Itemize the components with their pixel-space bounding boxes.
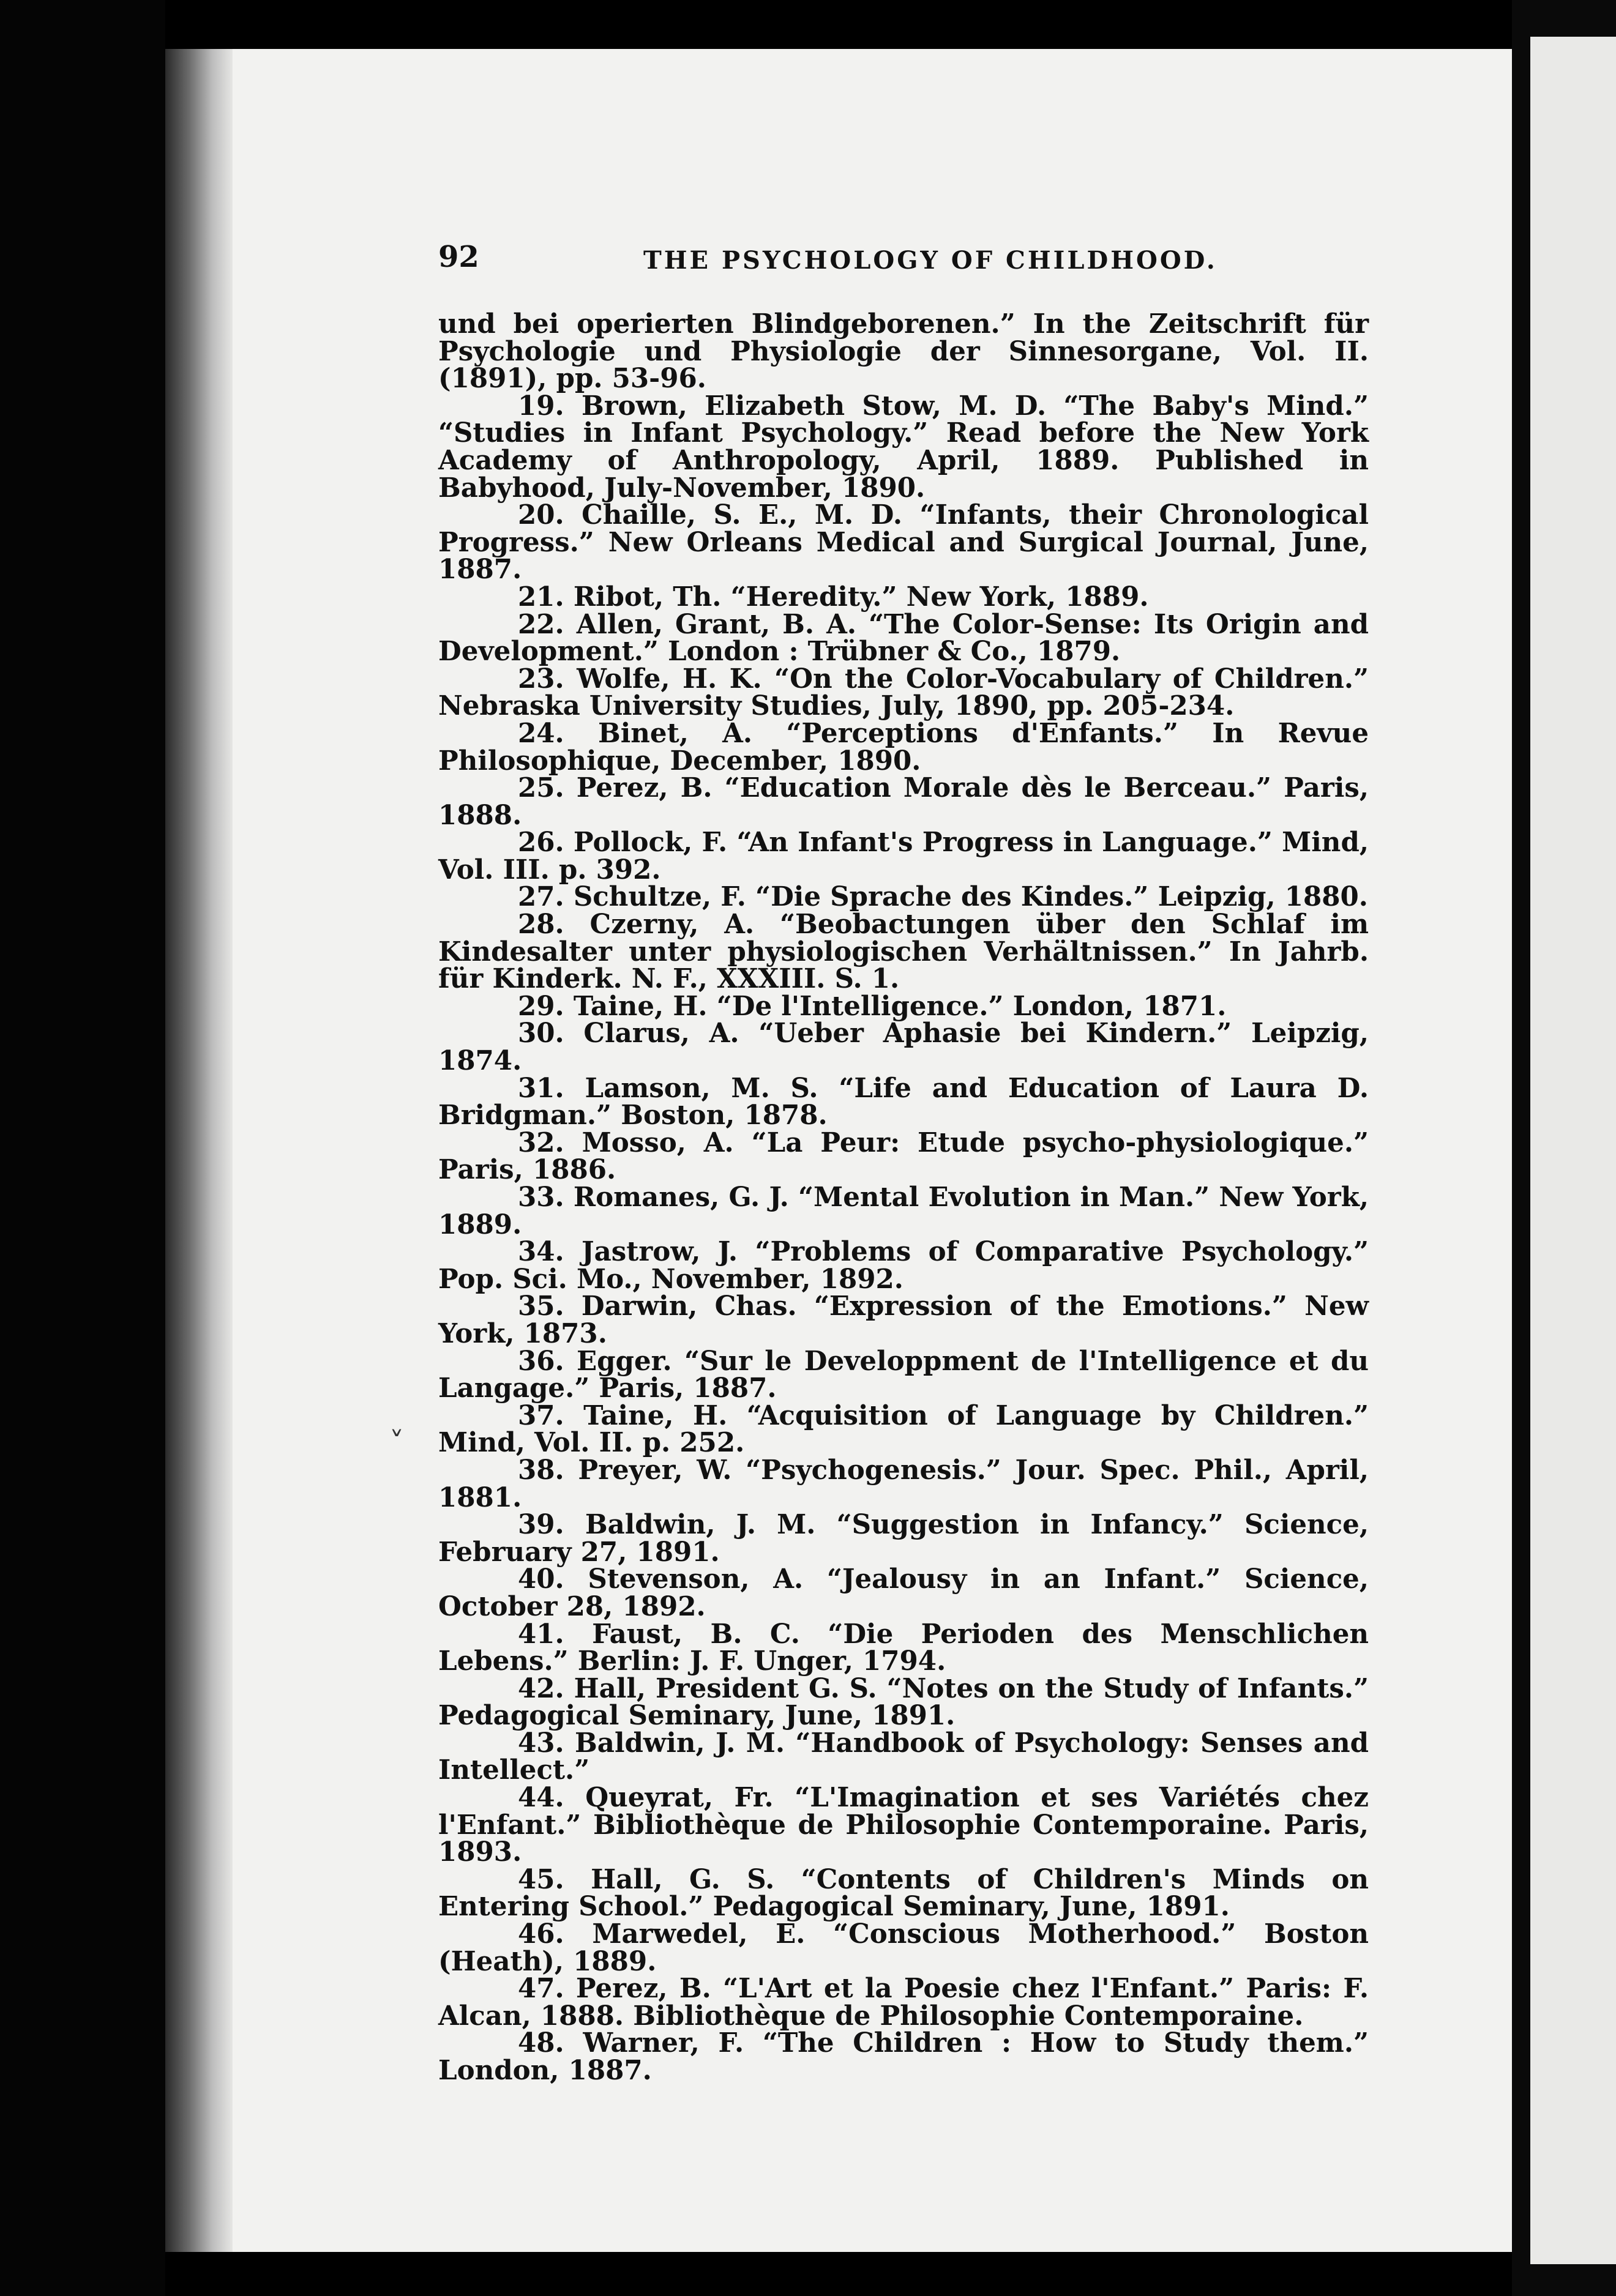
left-dark-margin [0,0,165,2296]
bibliography-entry: 23. Wolfe, H. K. “On the Color-Vocabulary of Children.” Nebraska University Studies, July, 1890, pp. 205-234. [438,663,1369,722]
bibliography-entry: 38. Preyer, W. “Psychogenesis.” Jour. Spec. Phil., April, 1881. [438,1454,1369,1513]
bibliography-entry: 33. Romanes, G. J. “Mental Evolution in Man.” New York, 1889. [438,1182,1369,1240]
bibliography-entry: 26. Pollock, F. “An Infant's Progress in Language.” Mind, Vol. III. p. 392. [438,827,1369,885]
pencil-check-mark: ˅ [389,1426,404,1460]
bibliography-entry: 22. Allen, Grant, B. A. “The Color-Sense: Its Origin and Development.” London : Trübner & Co., 1879. [438,608,1369,668]
bibliography-list [438,308,1369,2086]
bibliography-entry: 41. Faust, B. C. “Die Perioden des Menschlichen Lebens.” Berlin: J. F. Unger, 1794. [438,1618,1369,1677]
bibliography-entry: 47. Perez, B. “L'Art et la Poesie chez l'Enfant.” Paris: F. Alcan, 1888. Bibliothèque de Philosophie Contemporaine. [438,1973,1369,2032]
bibliography-entry: 30. Clarus, A. “Ueber Aphasie bei Kindern.” Leipzig, 1874. [438,1018,1369,1077]
bibliography-entry: 28. Czerny, A. “Beobactungen über den Schlaf im Kindesalter unter physiologischen Verhältnissen.” In Jahrb. für Kinderk. N. F., XXXIII. S. 1. [438,909,1369,995]
bibliography-entry: 43. Baldwin, J. M. “Handbook of Psychology: Senses and Intellect.” [438,1727,1369,1786]
adjacent-page-edge [1530,37,1616,2264]
bibliography-entry: 42. Hall, President G. S. “Notes on the Study of Infants.” Pedagogical Seminary, June, 1891. [438,1672,1369,1732]
bibliography-entry: 29. Taine, H. “De l'Intelligence.” London, 1871. [518,990,1227,1022]
running-head-title: THE PSYCHOLOGY OF CHILDHOOD. [643,246,1218,275]
bibliography-entry: und bei operierten Blindgeborenen.” In the Zeitschrift für Psychologie und Physiologie der Sinnesorgane, Vol. II. (1891), pp. 53-96. [438,308,1369,395]
bibliography-entry: 45. Hall, G. S. “Contents of Children's Minds on Entering School.” Pedagogical Seminary, June, 1891. [438,1863,1369,1923]
bibliography-entry: 35. Darwin, Chas. “Expression of the Emotions.” New York, 1873. [438,1291,1369,1349]
bibliography-entry: 19. Brown, Elizabeth Stow, M. D. “The Baby's Mind.” “Studies in Infant Psychology.” Read before the New York Academy of Anthropology, April, 1889. Published in Babyhood, July-November, 1890. [438,390,1369,504]
bibliography-entry: 27. Schultze, F. “Die Sprache des Kindes.” Leipzig, 1880. [518,881,1368,913]
bibliography-entry: 37. Taine, H. “Acquisition of Language by Children.” Mind, Vol. II. p. 252. [438,1400,1369,1459]
bibliography-entry: 32. Mosso, A. “La Peur: Etude psycho-physiologique.” Paris, 1886. [438,1127,1369,1186]
bibliography-entry: 24. Binet, A. “Perceptions d'Enfants.” In Revue Philosophique, December, 1890. [438,717,1369,777]
bibliography-entry: 46. Marwedel, E. “Conscious Motherhood.” Boston (Heath), 1889. [438,1918,1369,1977]
bibliography-entry: 31. Lamson, M. S. “Life and Education of Laura D. Bridgman.” Boston, 1878. [438,1072,1369,1131]
bibliography-entry: 48. Warner, F. “The Children : How to Study them.” London, 1887. [438,2027,1369,2086]
bibliography-entry: 40. Stevenson, A. “Jealousy in an Infant.” Science, October 28, 1892. [438,1564,1369,1622]
bibliography-entry: 39. Baldwin, J. M. “Suggestion in Infancy.” Science, February 27, 1891. [438,1509,1369,1568]
bibliography-entry: 21. Ribot, Th. “Heredity.” New York, 1889. [518,581,1149,613]
bibliography-entry: 34. Jastrow, J. “Problems of Comparative Psychology.” Pop. Sci. Mo., November, 1892. [438,1236,1369,1295]
bibliography-entry: 25. Perez, B. “Education Morale dès le Berceau.” Paris, 1888. [438,772,1369,831]
bibliography-entry: 44. Queyrat, Fr. “L'Imagination et ses Variétés chez l'Enfant.” Bibliothèque de Philosophie Contemporaine. Paris, 1893. [438,1782,1369,1868]
book-binding-shadow [165,49,233,2252]
running-head [438,240,1369,289]
bibliography-entry: 36. Egger. “Sur le Developpment de l'Intelligence et du Langage.” Paris, 1887. [438,1345,1369,1404]
bibliography-entry: 20. Chaille, S. E., M. D. “Infants, their Chronological Progress.” New Orleans Medical and Surgical Journal, June, 1887. [438,499,1369,586]
page-number: 92 [438,240,479,274]
